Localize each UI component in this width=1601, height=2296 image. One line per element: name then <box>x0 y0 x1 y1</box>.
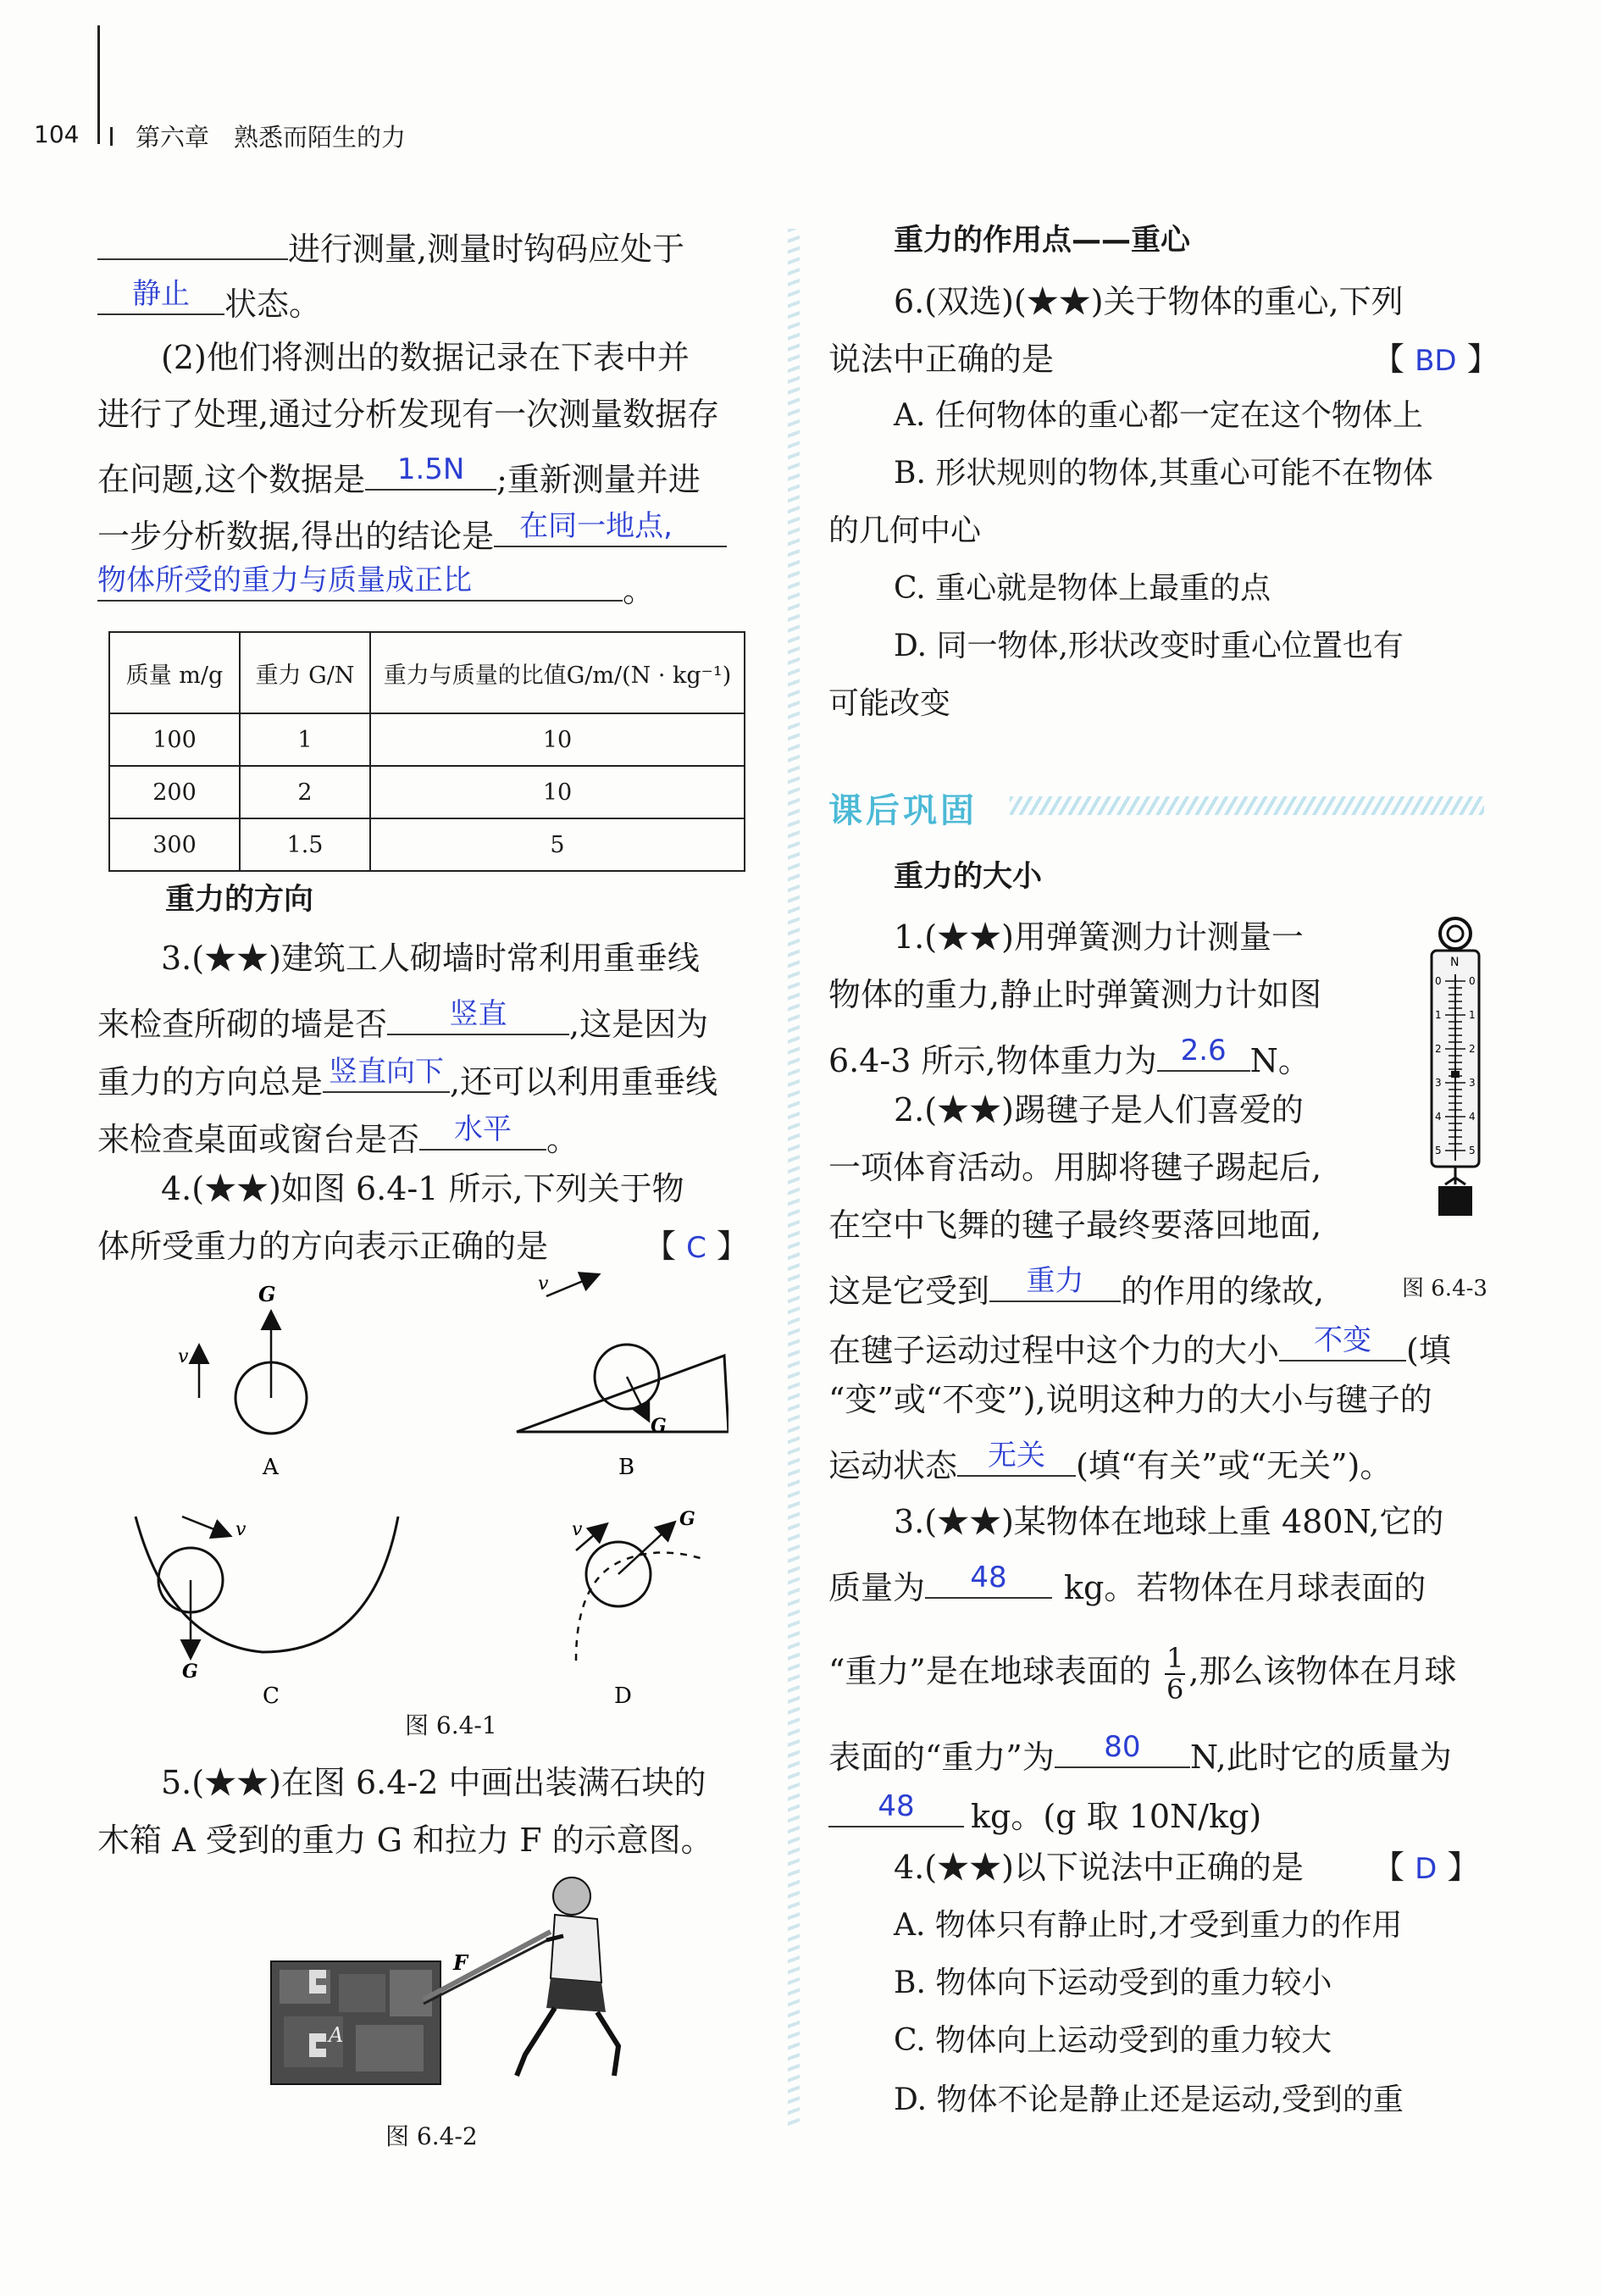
answer-moon-mass: 48 <box>878 1789 915 1823</box>
fig642-label-a: A <box>329 2023 344 2047</box>
q6-option-c[interactable]: C. 重心就是物体上最重的点 <box>894 571 1271 606</box>
answer-down: 竖直向下 <box>329 1055 445 1089</box>
table-cell: 10 <box>370 713 745 766</box>
left-p2-line2: 进行了处理,通过分析发现有一次测量数据存 <box>97 396 720 433</box>
fig-a-g: G <box>258 1282 276 1306</box>
answer-blank-conclusion-b[interactable] <box>97 563 623 602</box>
page-number: 104 <box>34 120 80 148</box>
answer-vertical: 竖直 <box>449 997 507 1031</box>
banner-title: 课后巩固 <box>828 791 978 830</box>
fig643-tick: 2 <box>1469 1043 1476 1055</box>
r4-option-c[interactable]: C. 物体向上运动受到的重力较大 <box>894 2023 1332 2058</box>
table-header-cell: 重力与质量的比值G/m/(N · kg⁻¹) <box>370 632 745 713</box>
table-cell: 1.5 <box>240 818 370 871</box>
left-p2-line1: (2)他们将测出的数据记录在下表中并 <box>161 339 690 376</box>
table-cell: 1 <box>240 713 370 766</box>
q3-line2: 来检查所砌的墙是否 竖直 ,这是因为 <box>97 997 709 1043</box>
table-cell: 5 <box>370 818 745 871</box>
q3-line4: 来检查桌面或窗台是否 水平 。 <box>97 1112 579 1158</box>
figure-6-4-2 <box>263 1872 652 2093</box>
fig643-tick: 2 <box>1435 1043 1442 1055</box>
fig643-n: N <box>1450 956 1460 969</box>
answer-blank-conclusion-a[interactable] <box>494 509 727 547</box>
answer-moon-weight: 80 <box>1104 1730 1141 1764</box>
column-divider <box>788 229 800 2127</box>
fig643-tick: 1 <box>1435 1009 1442 1021</box>
table-cell: 100 <box>109 713 240 766</box>
r4-option-d[interactable]: D. 物体不论是静止还是运动,受到的重 <box>894 2082 1404 2117</box>
data-table <box>108 631 745 872</box>
left-p2-line4: 一步分析数据,得出的结论是 在同一地点, <box>97 512 727 552</box>
fig-c-v: v <box>235 1519 247 1540</box>
answer-blank-moon-mass[interactable] <box>828 1789 964 1827</box>
answer-r4: D <box>1415 1852 1438 1886</box>
chapter-title: 第六章 熟悉而陌生的力 <box>136 123 407 152</box>
fig-c-g: G <box>182 1661 198 1683</box>
r3-line2: 质量为 48 kg。若物体在月球表面的 <box>828 1561 1426 1606</box>
fig-b-g: G <box>651 1415 667 1437</box>
fig-d-v: v <box>572 1519 583 1540</box>
r2-line2: 一项体育活动。用脚将毽子踢起后, <box>828 1149 1322 1186</box>
fig643-tick: 0 <box>1435 975 1442 987</box>
fig-label-b: B <box>618 1455 635 1480</box>
fig-d-g: G <box>679 1508 695 1530</box>
q4-bracket: 【 C 】 <box>644 1228 749 1265</box>
r1-line1: 1.(★★)用弹簧测力计测量一 <box>894 918 1304 956</box>
fig-label-a: A <box>263 1455 279 1480</box>
fig643-tick: 5 <box>1469 1145 1476 1156</box>
fig643-tick: 3 <box>1469 1077 1476 1089</box>
q4-line2: 体所受重力的方向表示正确的是 <box>97 1228 549 1265</box>
table-header-cell: 质量 m/g <box>109 632 240 713</box>
r3-line1: 3.(★★)某物体在地球上重 480N,它的 <box>894 1503 1444 1540</box>
answer-blank-unrelated[interactable] <box>957 1441 1076 1477</box>
table-cell: 200 <box>109 766 240 818</box>
q6-option-d-cont: 可能改变 <box>828 686 951 721</box>
fraction-numerator: 1 <box>1166 1642 1184 1674</box>
table-row <box>109 766 745 818</box>
r2-line6: “变”或“不变”),说明这种力的大小与毽子的 <box>828 1381 1432 1418</box>
table-cell: 300 <box>109 818 240 871</box>
table-row <box>109 713 745 766</box>
fig-6-4-3-caption: 图 6.4-3 <box>1402 1276 1487 1301</box>
r3-line4: 表面的“重力”为 80 N,此时它的质量为 <box>828 1730 1452 1776</box>
answer-force: 重力 <box>1026 1264 1084 1298</box>
answer-unrelated: 无关 <box>988 1439 1046 1472</box>
header-rule-vertical <box>97 25 100 144</box>
section-title-center: 重力的作用点——重心 <box>894 224 1191 258</box>
answer-blank-static[interactable] <box>97 277 224 315</box>
r1-line2: 物体的重力,静止时弹簧测力计如图 <box>828 976 1322 1013</box>
fig643-tick: 5 <box>1435 1145 1442 1156</box>
r2-line5: 在毽子运动过程中这个力的大小 不变 (填 <box>828 1323 1451 1369</box>
fig-label-d: D <box>614 1683 632 1709</box>
answer-horizontal: 水平 <box>454 1112 512 1146</box>
fig-6-4-1-caption: 图 6.4-1 <box>405 1711 497 1739</box>
table-cell: 10 <box>370 766 745 818</box>
answer-blank-gravity-value[interactable] <box>1157 1036 1250 1072</box>
figure-6-4-3 <box>1413 915 1498 1228</box>
fig643-tick: 1 <box>1469 1009 1476 1021</box>
figure-6-4-1 <box>119 1271 728 1711</box>
q6-option-a[interactable]: A. 任何物体的重心都一定在这个物体上 <box>894 398 1423 433</box>
answer-q6: BD <box>1415 344 1457 378</box>
fig643-tick: 3 <box>1435 1077 1442 1089</box>
r1-line3: 6.4-3 所示,物体重力为 2.6 N。 <box>828 1034 1310 1079</box>
answer-conclusion-b: 物体所受的重力与质量成正比 <box>97 563 472 597</box>
answer-mass-earth: 48 <box>970 1561 1007 1594</box>
q6-option-d[interactable]: D. 同一物体,形状改变时重心位置也有 <box>894 629 1404 663</box>
section-title-size: 重力的大小 <box>894 860 1043 894</box>
fig-6-4-2-caption: 图 6.4-2 <box>385 2122 478 2150</box>
q6-option-b-cont: 的几何中心 <box>828 513 982 548</box>
r4-line1: 4.(★★)以下说法中正确的是 <box>894 1849 1304 1886</box>
answer-blank-mass-earth[interactable] <box>925 1563 1052 1599</box>
left-p1-line1: 进行测量,测量时钩码应处于 <box>97 225 684 265</box>
answer-blank-horizontal[interactable] <box>419 1112 546 1151</box>
left-p2-line3: 在问题,这个数据是 1.5N ;重新测量并进 <box>97 452 701 498</box>
table-header-cell: 重力 G/N <box>240 632 370 713</box>
fig642-label-f: F <box>453 1950 468 1975</box>
r2-line4: 这是它受到 重力 的作用的缘故, <box>828 1264 1325 1310</box>
left-p2-line5: 物体所受的重力与质量成正比 。 <box>97 563 656 609</box>
q3-line3: 重力的方向总是 竖直向下 ,还可以利用重垂线 <box>97 1055 718 1101</box>
section-title-direction: 重力的方向 <box>165 883 314 917</box>
q4-line1: 4.(★★)如图 6.4-1 所示,下列关于物 <box>161 1170 684 1207</box>
fig-b-v: v <box>538 1273 549 1295</box>
fig643-tick: 4 <box>1435 1111 1442 1123</box>
q3-line1: 3.(★★)建筑工人砌墙时常利用重垂线 <box>161 940 700 977</box>
r2-line3: 在空中飞舞的毽子最终要落回地面, <box>828 1206 1322 1244</box>
r4-bracket: 【 D 】 <box>1372 1849 1480 1886</box>
r3-line3: “重力”是在地球表面的 $\frac{1}{6}$ ,那么该物体在月球 <box>828 1642 1457 1706</box>
table-header-row <box>109 632 745 713</box>
answer-unchanged: 不变 <box>1314 1323 1372 1357</box>
left-p1-line2: 静止 状态。 <box>97 280 321 320</box>
answer-data: 1.5N <box>396 452 465 486</box>
r2-line7: 运动状态 无关 (填“有关”或“无关”)。 <box>828 1439 1393 1484</box>
table-cell: 2 <box>240 766 370 818</box>
fraction-one-sixth <box>1165 1644 1185 1705</box>
r4-option-a[interactable]: A. 物体只有静止时,才受到重力的作用 <box>894 1908 1403 1943</box>
fraction-denominator: 6 <box>1166 1673 1184 1706</box>
answer-blank-data[interactable] <box>365 452 496 491</box>
q5-line2: 木箱 A 受到的重力 G 和拉力 F 的示意图。 <box>97 1822 713 1859</box>
q6-line1: 6.(双选)(★★)关于物体的重心,下列 <box>894 283 1404 320</box>
fig-label-c: C <box>263 1683 280 1709</box>
banner-stripes <box>1010 796 1484 815</box>
r2-line1: 2.(★★)踢毽子是人们喜爱的 <box>894 1091 1304 1129</box>
answer-blank-vertical[interactable] <box>387 997 569 1035</box>
blank-prev[interactable] <box>97 225 288 260</box>
answer-blank-unchanged[interactable] <box>1279 1323 1406 1362</box>
fig-a-v: v <box>178 1346 189 1367</box>
r4-option-b[interactable]: B. 物体向下运动受到的重力较小 <box>894 1966 1332 2000</box>
table-row <box>109 818 745 871</box>
fig643-tick: 4 <box>1469 1111 1476 1123</box>
answer-static: 静止 <box>132 277 190 311</box>
answer-gravity-value: 2.6 <box>1180 1034 1227 1068</box>
answer-blank-moon-weight[interactable] <box>1055 1730 1190 1768</box>
q6-option-b[interactable]: B. 形状规则的物体,其重心可能不在物体 <box>894 456 1433 491</box>
answer-blank-force[interactable] <box>989 1264 1121 1302</box>
r3-line5: 48 kg。(g 取 10N/kg) <box>828 1792 1261 1833</box>
q5-line1: 5.(★★)在图 6.4-2 中画出装满石块的 <box>161 1764 706 1801</box>
answer-conclusion-a: 在同一地点, <box>519 509 673 543</box>
header-rule-short <box>110 127 113 146</box>
fig643-tick: 0 <box>1469 975 1476 987</box>
answer-q4: C <box>686 1231 706 1265</box>
answer-blank-down[interactable] <box>323 1057 450 1093</box>
q6-line2: 说法中正确的是 <box>828 341 1055 378</box>
q6-bracket: 【 BD 】 <box>1372 341 1499 378</box>
